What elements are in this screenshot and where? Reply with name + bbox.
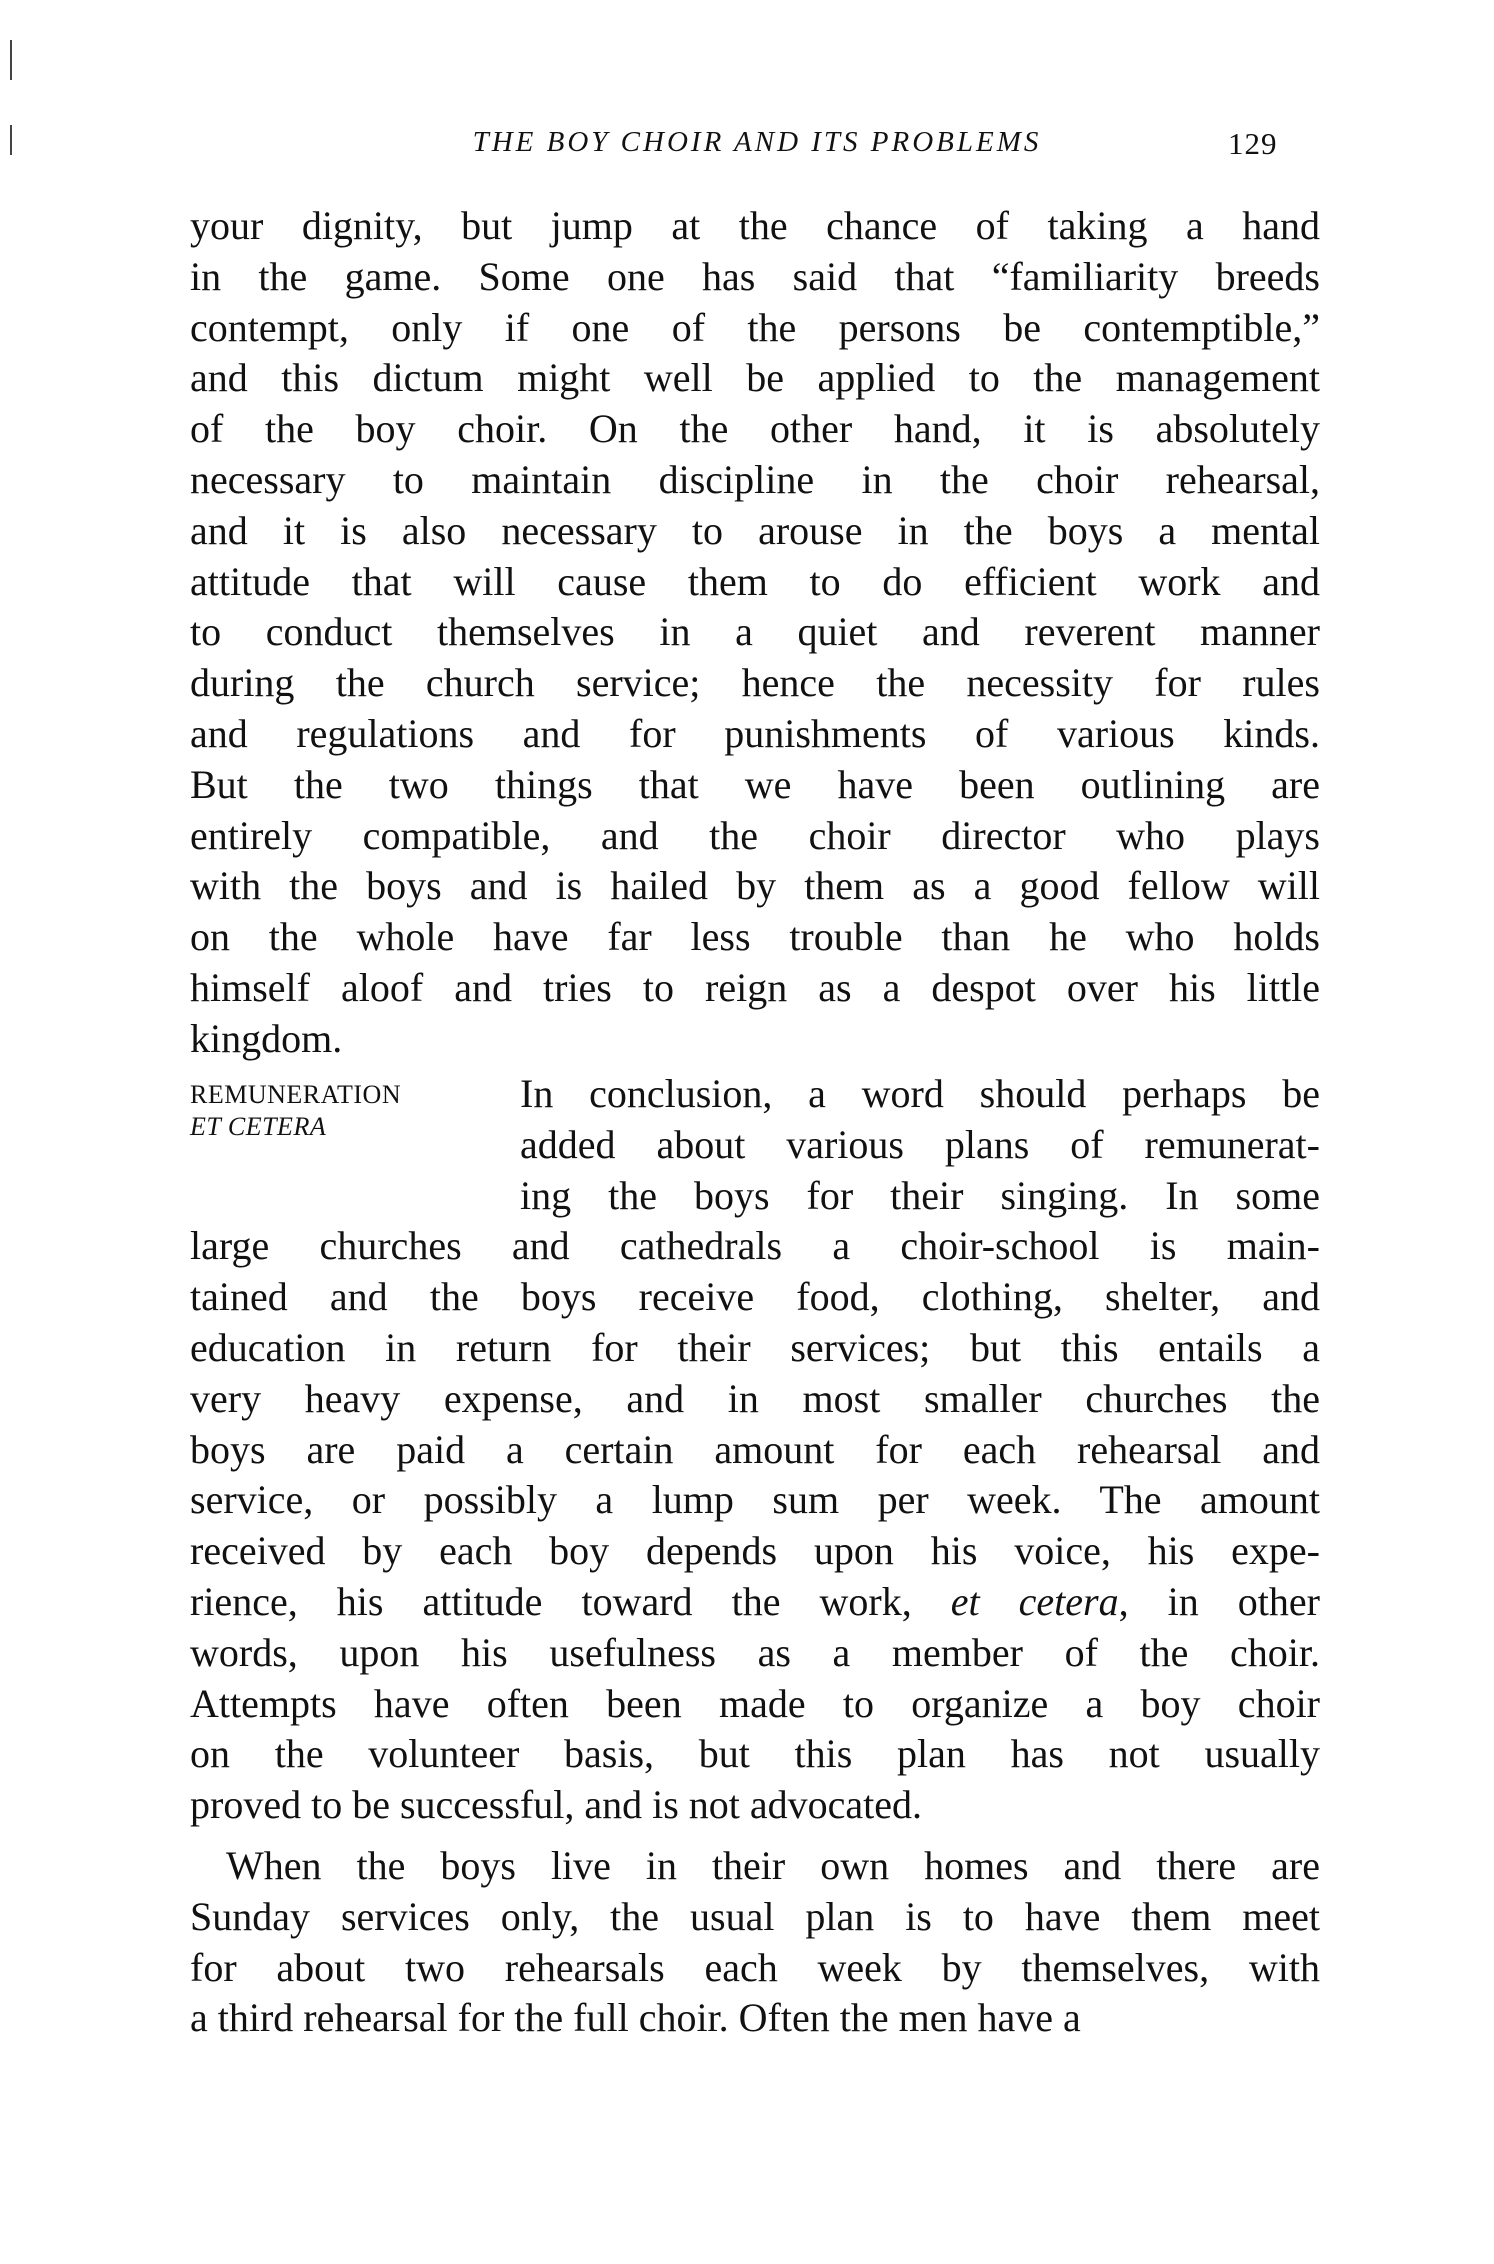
text-line: and this dictum might well be applied to the management	[190, 355, 1320, 401]
text-line: kingdom.	[190, 1015, 343, 1061]
italic-phrase: et cetera	[950, 1579, 1119, 1624]
text-line: boys are paid a certain amount for each rehearsal and	[190, 1426, 1320, 1472]
text-line: rience, his attitude toward the work, et cetera, in other	[190, 1579, 1320, 1624]
text-line: proved to be successful, and is not advocated.	[190, 1782, 923, 1828]
text-line: and regulations and for punishments of various kinds.	[190, 711, 1320, 756]
sidenote-title: REMUNERATION	[190, 1080, 402, 1109]
text-line: on the whole have far less trouble than he who holds	[190, 914, 1320, 960]
text-line: during the church service; hence the necessity for rules	[190, 660, 1320, 706]
text-line: But the two things that we have been outlining are	[190, 761, 1320, 807]
text-line: Sunday services only, the usual plan is to have them meet	[190, 1893, 1320, 1939]
text-line: in the game. Some one has said that “familiarity breeds	[190, 253, 1320, 299]
text-line: necessary to maintain discipline in the choir rehearsal,	[190, 457, 1320, 502]
text-line: Attempts have often been made to organize a boy choir	[190, 1680, 1320, 1726]
text-line: a third rehearsal for the full choir. Often the men have a	[190, 1995, 1081, 2041]
text-line: added about various plans of remunerat-	[520, 1121, 1320, 1167]
text-line: contempt, only if one of the persons be contemptible,”	[190, 304, 1320, 350]
text-line: received by each boy depends upon his voice, his expe-	[190, 1528, 1320, 1574]
text-line: himself aloof and tries to reign as a despot over his little	[190, 965, 1320, 1010]
text-line: entirely compatible, and the choir director who plays	[190, 812, 1320, 858]
text-line: on the volunteer basis, but this plan has not usually	[190, 1731, 1320, 1777]
scan-margin-mark	[10, 40, 12, 80]
page-number: 129	[1228, 126, 1278, 161]
text-line: large churches and cathedrals a choir-school is main-	[190, 1223, 1320, 1269]
scan-margin-mark	[10, 125, 12, 155]
text-line: When the boys live in their own homes and there are	[226, 1843, 1320, 1888]
running-head: THE BOY CHOIR AND ITS PROBLEMS	[472, 126, 1042, 158]
text-line: words, upon his usefulness as a member of the choir.	[190, 1629, 1320, 1675]
text-line: In conclusion, a word should perhaps be	[520, 1071, 1320, 1116]
text-line: very heavy expense, and in most smaller churches the	[190, 1375, 1320, 1421]
sidenote-subtitle: ET CETERA	[190, 1112, 327, 1141]
text-line: your dignity, but jump at the chance of taking a hand	[190, 203, 1320, 248]
text-line: and it is also necessary to arouse in the boys a mental	[190, 507, 1320, 553]
text-line: education in return for their services; but this entails a	[190, 1325, 1320, 1370]
text-line: for about two rehearsals each week by themselves, with	[190, 1944, 1320, 1990]
text-line: attitude that will cause them to do efficient work and	[190, 558, 1320, 604]
text-line: with the boys and is hailed by them as a good fellow will	[190, 863, 1320, 909]
text-line: to conduct themselves in a quiet and reverent manner	[190, 609, 1320, 655]
text-line: tained and the boys receive food, clothing, shelter, and	[190, 1274, 1320, 1320]
text-line: service, or possibly a lump sum per week. The amount	[190, 1477, 1320, 1523]
text-line: of the boy choir. On the other hand, it is absolutely	[190, 406, 1320, 452]
text-line: ing the boys for their singing. In some	[520, 1172, 1320, 1218]
